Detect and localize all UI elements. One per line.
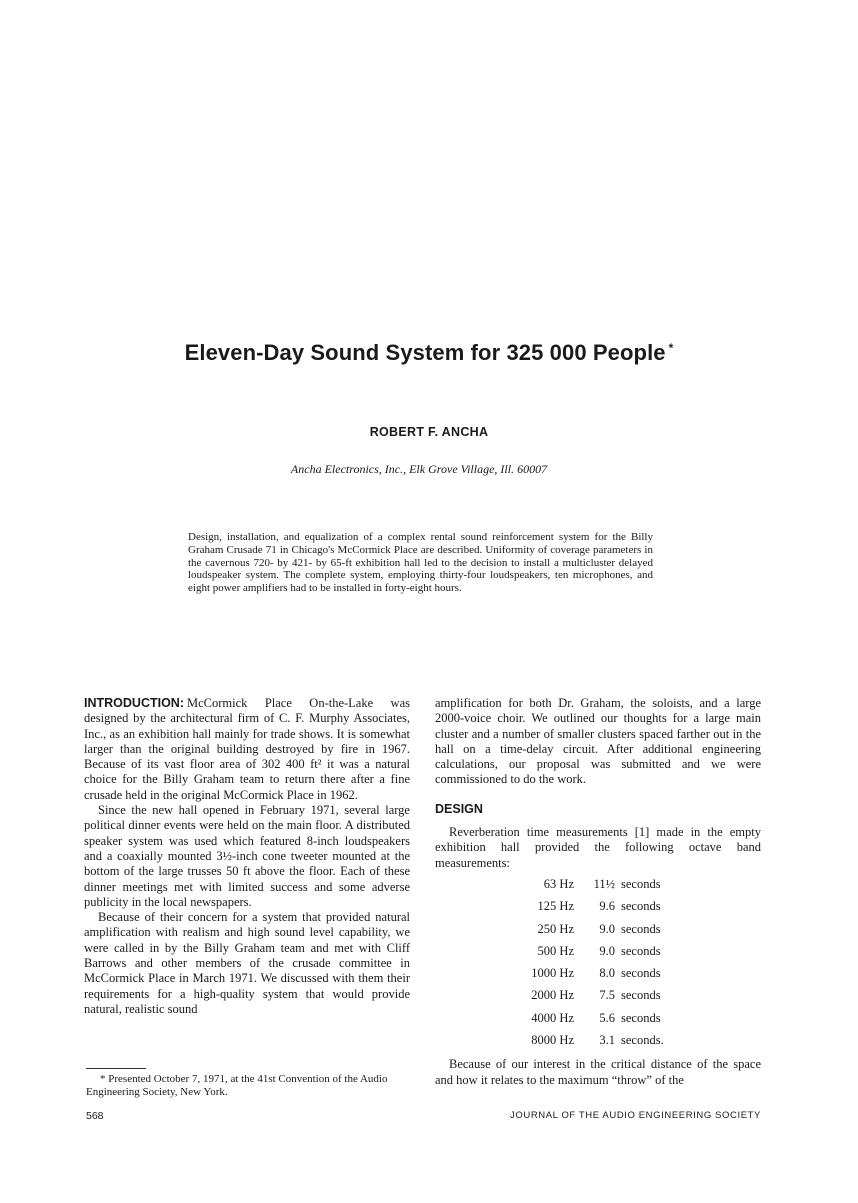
intro-paragraph-3-continued: amplification for both Dr. Graham, the soloists, and a large 2000-voice choir. We outlined our thoughts for a large main cluster and a number of smaller clusters spaced farther out in the hall on a time-delay circuit. After additional engineering calculations, our proposal was submitted and we were commissioned to do the work. <box>435 696 761 787</box>
reverb-unit: seconds <box>621 943 661 958</box>
intro-paragraph-1-text: McCormick Place On-the-Lake was designed by the architectural firm of C. F. Murphy Associates, Inc., as an exhibition hall mainly for trade shows. It is somewhat larger than the original building destroyed by fire in 1967. Because of its vast floor area of 302 400 ft² it was a natural choice for the Billy Graham team to return there after a fine crusade held in the original McCormick Place in 1962. <box>84 696 410 802</box>
left-column <box>84 696 410 1017</box>
reverb-time: 11½ <box>593 876 615 891</box>
design-paragraph-1: Reverberation time measurements [1] made in the empty exhibition hall provided the following octave band measurements: <box>435 825 761 870</box>
reverb-unit: seconds <box>621 921 661 936</box>
author-affiliation: Ancha Electronics, Inc., Elk Grove Village, Ill. 60007 <box>290 462 548 476</box>
page-number: 568 <box>86 1110 104 1122</box>
reverberation-table <box>435 877 761 1055</box>
reverb-frequency: 250 Hz <box>537 921 574 936</box>
reverb-row <box>435 988 761 1010</box>
reverb-frequency: 500 Hz <box>537 943 574 958</box>
reverb-time: 9.6 <box>599 899 615 914</box>
reverb-row <box>435 922 761 944</box>
intro-paragraph-3: Because of their concern for a system that provided natural amplification with realism and high sound level capability, we were called in by the Billy Graham team and met with Cliff Barrows and other members of the crusade committee in McCormick Place in March 1971. We discussed with them their requirements for a high-quality system that would provide natural, realistic sound <box>84 910 410 1016</box>
reverb-row <box>435 877 761 899</box>
reverb-unit: seconds. <box>621 1033 664 1048</box>
intro-heading: INTRODUCTION: <box>84 696 184 710</box>
reverb-time: 7.5 <box>599 988 615 1003</box>
reverb-frequency: 125 Hz <box>537 899 574 914</box>
footnote-text: Presented October 7, 1971, at the 41st Convention of the Audio Engineering Society, New York. <box>86 1073 388 1098</box>
abstract: Design, installation, and equalization of a complex rental sound reinforcement system for the Billy Graham Crusade 71 in Chicago's McCormick Place are described. Uniformity of coverage parameters in the cavernous 720- by 421- by 65-ft exhibition hall led to the decision to install a multicluster delayed loudspeaker system. The complete system, employing thirty-four loudspeakers, ten microphones, and eight power amplifiers had to be installed in forty-eight hours. <box>188 531 653 595</box>
reverb-row <box>435 1011 761 1033</box>
footnote <box>86 1073 412 1099</box>
title-footnote-mark: * <box>668 340 674 355</box>
reverb-frequency: 8000 Hz <box>531 1033 574 1048</box>
footnote-rule <box>86 1068 146 1069</box>
reverb-row <box>435 944 761 966</box>
design-paragraph-2: Because of our interest in the critical distance of the space and how it relates to the maximum “throw” of the <box>435 1057 761 1087</box>
reverb-unit: seconds <box>621 966 661 981</box>
reverb-time: 9.0 <box>599 921 615 936</box>
journal-name: JOURNAL OF THE AUDIO ENGINEERING SOCIETY <box>510 1110 761 1121</box>
reverb-row <box>435 899 761 921</box>
reverb-unit: seconds <box>621 988 661 1003</box>
reverb-row <box>435 1033 761 1055</box>
intro-paragraph-1 <box>84 696 410 803</box>
author-name: ROBERT F. ANCHA <box>369 425 489 439</box>
reverb-time: 5.6 <box>599 1010 615 1025</box>
intro-paragraph-2: Since the new hall opened in February 1971, several large political dinner events were held on the main floor. A distributed speaker system was used which featured 8-inch loudspeakers and a coaxially mounted 3½-inch cone tweeter mounted at the bottom of the large trusses 50 ft above the floor. Each of these dinner meetings met with limited success and some adverse publicity in the local newspapers. <box>84 803 410 909</box>
design-heading: DESIGN <box>435 801 483 816</box>
reverb-frequency: 1000 Hz <box>531 966 574 981</box>
reverb-frequency: 4000 Hz <box>531 1010 574 1025</box>
footnote-mark: * <box>100 1073 106 1085</box>
title-text: Eleven-Day Sound System for 325 000 People <box>184 340 666 365</box>
reverb-unit: seconds <box>621 876 661 891</box>
article-title <box>0 340 858 366</box>
footnote-line <box>86 1073 412 1099</box>
reverb-unit: seconds <box>621 899 661 914</box>
reverb-time: 9.0 <box>599 943 615 958</box>
right-column <box>435 696 761 1088</box>
reverb-time: 8.0 <box>599 966 615 981</box>
reverb-time: 3.1 <box>599 1033 615 1048</box>
reverb-unit: seconds <box>621 1010 661 1025</box>
reverb-frequency: 63 Hz <box>543 876 574 891</box>
reverb-row <box>435 966 761 988</box>
reverb-frequency: 2000 Hz <box>531 988 574 1003</box>
